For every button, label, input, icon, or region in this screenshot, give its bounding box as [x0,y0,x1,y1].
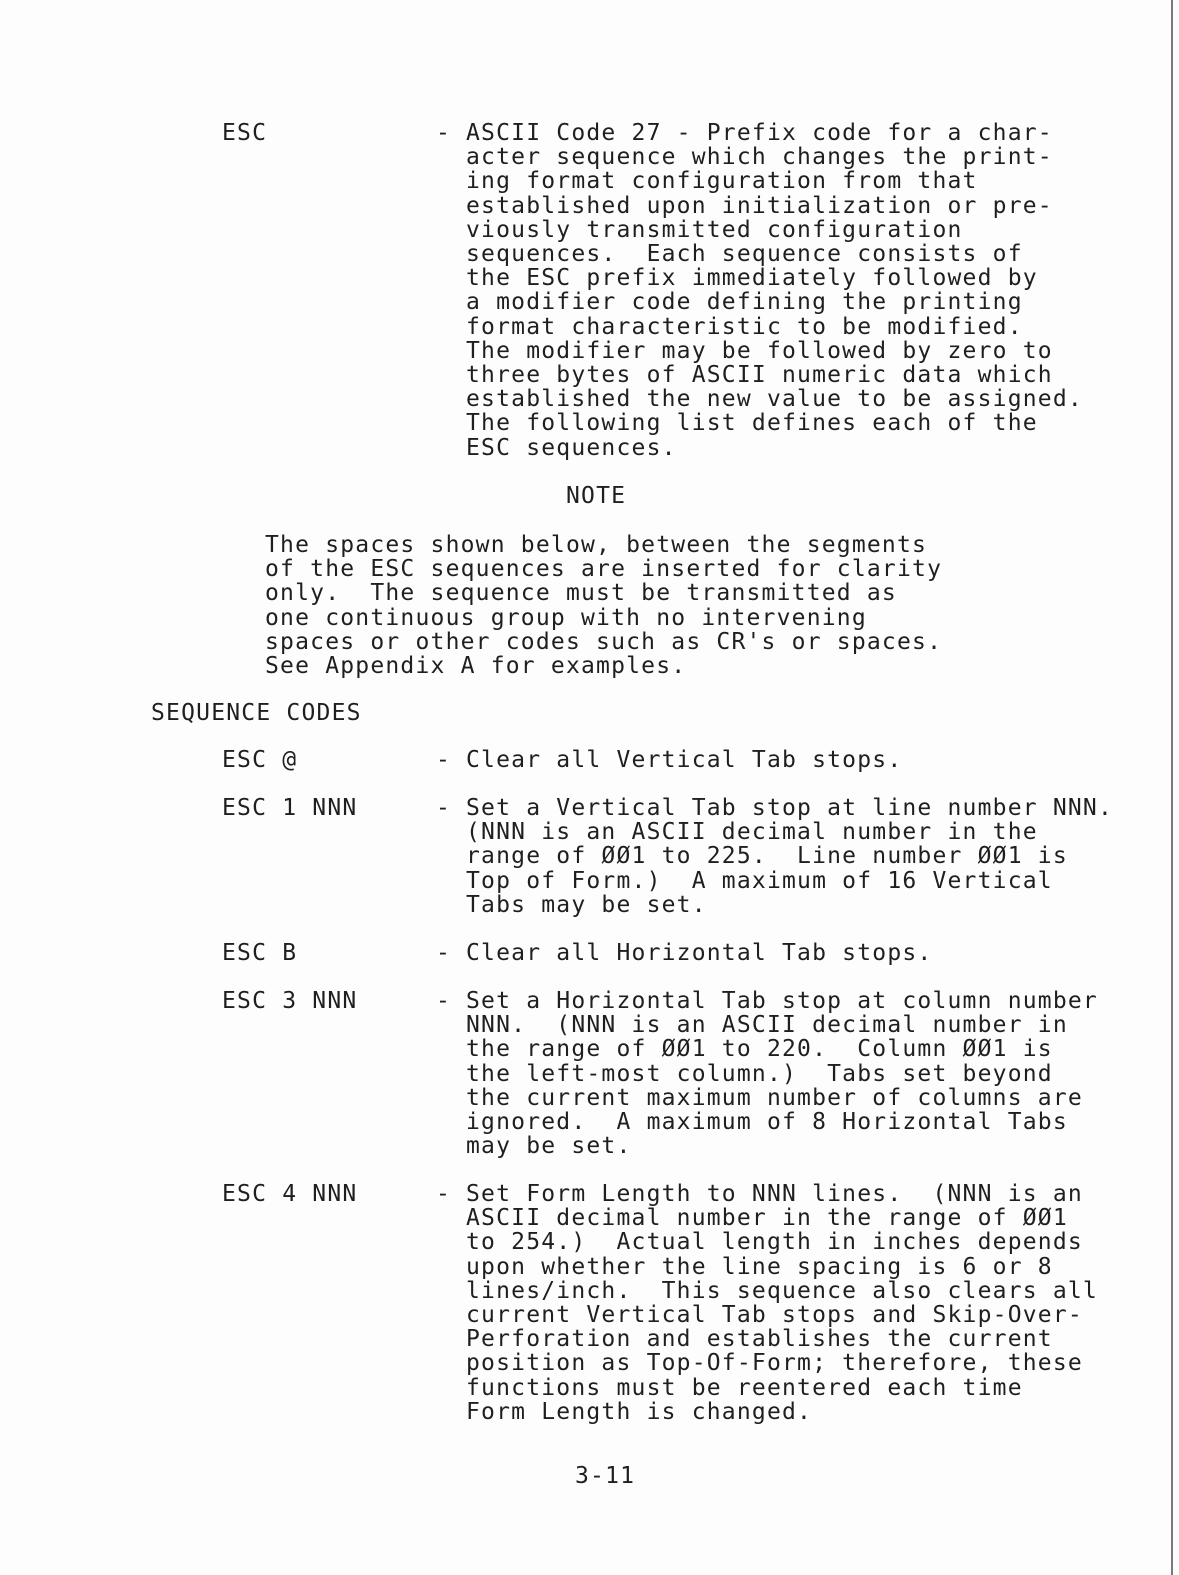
sequence-description-line: Clear all Vertical Tab stops. [466,747,903,773]
esc-description-line: the ESC prefix immediately followed by [466,265,1038,292]
sequence-description-line: Top of Form.) A maximum of 16 Vertical [466,867,1053,894]
sequence-description-line: the left-most column.) Tabs set beyond [466,1060,1053,1087]
esc-description-line: established upon initialization or pre- [466,192,1053,219]
esc-description-line: three bytes of ASCII numeric data which [466,362,1053,389]
sequence-description-line: Perforation and establishes the current [466,1326,1053,1353]
sequence-description-line: Clear all Horizontal Tab stops. [466,940,933,966]
sequence-description-line: (NNN is an ASCII decimal number in the [466,819,1038,846]
esc-description-line: sequences. Each sequence consists of [466,241,1023,268]
sequence-code: ESC B [222,940,298,966]
note-line: spaces or other codes such as CR's or spaces. [265,628,943,655]
sequence-description-line: ignored. A maximum of 8 Horizontal Tabs [466,1109,1068,1136]
esc-description-line: established the new value to be assigned. [466,386,1083,413]
sequence-dash: - [436,747,452,773]
sequence-description [466,941,932,965]
note-line: one continuous group with no intervening [265,604,867,631]
esc-description-line: a modifier code defining the printing [466,289,1023,316]
sequence-dash: - [436,795,452,821]
esc-term: ESC [222,120,268,146]
sequence-description-line: Set Form Length to NNN lines. (NNN is an [466,1181,1083,1207]
note-title: NOTE [566,483,627,509]
esc-description-line: acter sequence which changes the print- [466,144,1053,171]
page-number: 3-11 [575,1463,636,1489]
esc-description-line: ASCII Code 27 - Prefix code for a char- [466,120,1053,146]
sequence-description-line: lines/inch. This sequence also clears all [466,1277,1098,1304]
sequence-dash: - [436,988,452,1014]
sequence-description [466,748,902,772]
note-line: only. The sequence must be transmitted as [265,580,897,607]
sequence-code: ESC 1 NNN [222,795,358,821]
sequence-description-line: position as Top-Of-Form; therefore, these [466,1350,1083,1377]
sequence-description-line: current Vertical Tab stops and Skip-Over- [466,1302,1083,1329]
esc-description-line: The following list defines each of the [466,410,1038,437]
esc-description-line: format characteristic to be modified. [466,313,1023,340]
sequence-description-line: NNN. (NNN is an ASCII decimal number in [466,1012,1068,1039]
sequence-description-line: functions must be reentered each time [466,1374,1023,1401]
sequence-code: ESC @ [222,747,298,773]
sequence-description-line: Set a Vertical Tab stop at line number NNN. [466,795,1114,821]
esc-description-line: ing format configuration from that [466,168,978,195]
esc-description-line: viously transmitted configuration [466,216,963,243]
sequence-description [466,989,1098,1158]
note-line: of the ESC sequences are inserted for clarity [265,556,943,583]
sequence-dash: - [436,1181,452,1207]
sequence-description [466,796,1113,917]
sequence-description-line: to 254.) Actual length in inches depends [466,1229,1083,1256]
page-edge-line [1171,0,1173,1575]
sequence-description-line: Set a Horizontal Tab stop at column number [466,988,1098,1014]
sequence-description-line: Form Length is changed. [466,1398,813,1425]
sequence-code: ESC 3 NNN [222,988,358,1014]
sequence-description-line: the range of ØØ1 to 220. Column ØØ1 is [466,1036,1053,1063]
esc-description-line: The modifier may be followed by zero to [466,337,1053,364]
esc-dash: - [436,120,452,146]
sequence-description-line: may be set. [466,1133,632,1160]
note-body [265,533,942,678]
section-heading: SEQUENCE CODES [151,700,362,726]
sequence-description-line: ASCII decimal number in the range of ØØ1 [466,1205,1068,1232]
sequence-description [466,1182,1098,1424]
sequence-code: ESC 4 NNN [222,1181,358,1207]
sequence-description-line: the current maximum number of columns are [466,1084,1083,1111]
sequence-description-line: range of ØØ1 to 225. Line number ØØ1 is [466,843,1068,870]
sequence-dash: - [436,940,452,966]
esc-description-line: ESC sequences. [466,434,677,461]
sequence-description-line: Tabs may be set. [466,891,707,918]
sequence-description-line: upon whether the line spacing is 6 or 8 [466,1253,1053,1280]
note-line: See Appendix A for examples. [265,653,687,680]
esc-description [466,121,1083,460]
note-line: The spaces shown below, between the segments [265,532,928,558]
